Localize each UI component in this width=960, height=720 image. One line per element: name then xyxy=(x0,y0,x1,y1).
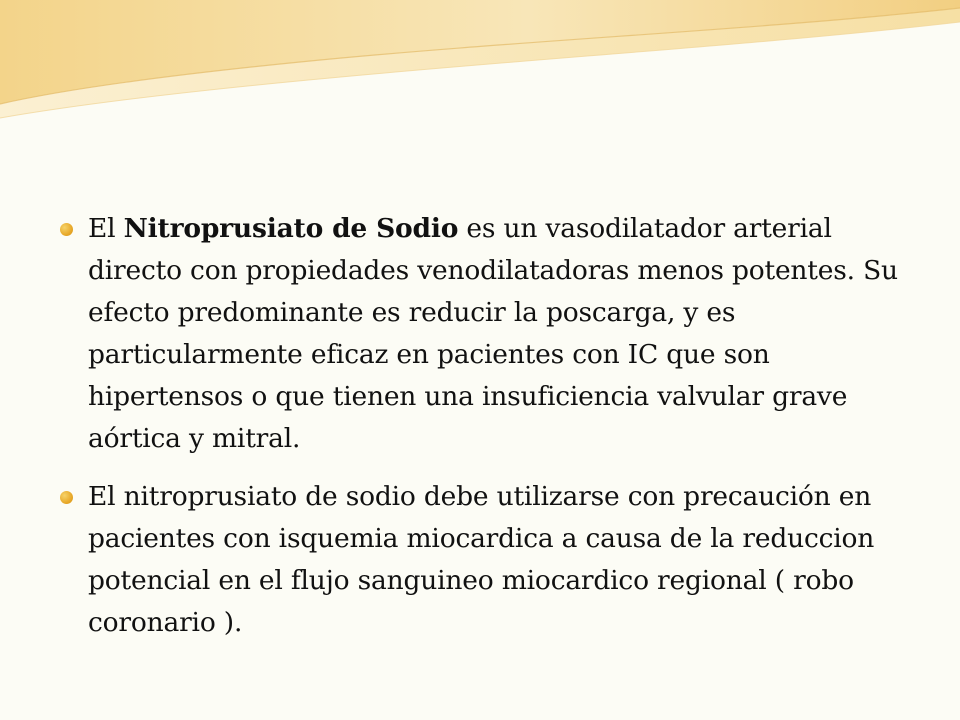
bullet-1-text: es un vasodilatador arterial directo con propiedades venodilatadoras menos potentes. Su efecto predominante es reducir la poscarga, y es particularmente eficaz en pacientes con IC que son hipertensos o que tienen una insuficiencia valvular grave aórtica y mitral. xyxy=(88,213,898,454)
bullet-item-1 xyxy=(60,208,900,460)
bullet-item-2 xyxy=(60,476,900,644)
bullet-2-text: El nitroprusiato de sodio debe utilizarse con precaución en pacientes con isquemia miocardica a causa de la reduccion potencial en el flujo sanguineo miocardico regional ( robo coronario ). xyxy=(88,481,875,638)
bullet-1-prefix: El xyxy=(88,213,124,244)
bullet-list xyxy=(60,208,900,660)
bullet-dot-icon xyxy=(60,491,73,504)
header-swoosh-decoration xyxy=(0,0,960,130)
bullet-dot-icon xyxy=(60,223,73,236)
bullet-1-bold-term: Nitroprusiato de Sodio xyxy=(123,213,459,244)
